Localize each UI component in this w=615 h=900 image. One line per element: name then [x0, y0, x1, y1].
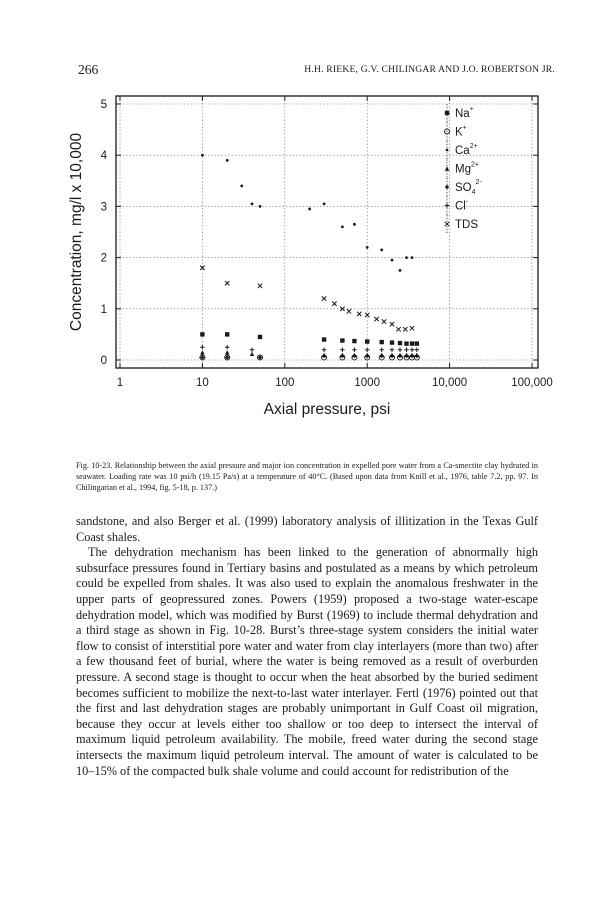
figure-caption: Fig. 10-23. Relationship between the axial pressure and major ion concentration in expelled pore water from a Ca-smectite clay hydrated in seawater. Loading rate was 10 psi/h (19.15 Pa/s) at a temperature of 40°C. (Based upon data from Knill et al., 1976, table 7.2, pp. 97. In Chilingarian et al., 1994, fig. 5-18, p. 137.) [76, 461, 538, 493]
legend-marker [445, 166, 449, 170]
series-so [200, 354, 419, 360]
legend-label: $Mg^{2+}$ [455, 161, 479, 176]
data-point [340, 354, 344, 358]
data-point [365, 348, 369, 352]
x-axis-label: Axial pressure, psi [263, 401, 391, 418]
y-tick-label: 3 [100, 201, 107, 214]
y-tick-label: 5 [100, 99, 107, 111]
data-point [200, 332, 204, 336]
data-point [332, 301, 336, 305]
data-point [410, 354, 414, 358]
legend-label: Na+ [455, 106, 474, 120]
data-point [403, 327, 407, 331]
data-point [366, 246, 369, 249]
data-point [398, 341, 402, 345]
data-point [396, 327, 400, 331]
legend-label: TDS [455, 219, 478, 231]
data-point [398, 354, 402, 358]
data-point [251, 202, 254, 205]
data-point [411, 256, 414, 259]
data-point [410, 348, 414, 352]
data-point [322, 354, 326, 358]
page-number: 266 [78, 62, 99, 77]
data-point [225, 332, 229, 336]
series-na [200, 332, 419, 346]
legend-marker [445, 185, 449, 189]
data-point [322, 348, 326, 352]
data-point [390, 322, 394, 326]
data-point [404, 341, 408, 345]
data-point [322, 296, 326, 300]
x-tick-label: 1000 [354, 377, 380, 389]
y-tick-label: 4 [100, 150, 107, 163]
data-point [225, 281, 229, 285]
data-point [410, 341, 414, 345]
data-point [201, 154, 204, 157]
data-point [390, 348, 394, 352]
legend-label: Cl- [455, 198, 469, 213]
x-tick-label: 10 [196, 377, 209, 389]
data-point [352, 354, 356, 358]
y-tick-label: 1 [100, 303, 107, 316]
data-point [410, 326, 414, 330]
data-point [250, 348, 254, 352]
data-point [405, 256, 408, 259]
data-point [365, 313, 369, 317]
data-point [352, 348, 356, 352]
paragraph-continued: sandstone, and also Berger et al. (1999) laboratory analysis of illitization in the Texas Gulf Coast shales. [76, 514, 538, 544]
data-point [380, 354, 384, 358]
series-mg [200, 350, 419, 357]
data-point [323, 202, 326, 205]
data-point [353, 223, 356, 226]
legend-marker [445, 222, 449, 226]
data-marks [200, 154, 419, 360]
chart-grid [116, 96, 538, 368]
legend-label: $Ca^{2+}$ [455, 143, 478, 157]
data-point [415, 354, 419, 358]
legend-label: $SO_4^{2-}$ [455, 179, 482, 196]
data-point [258, 284, 262, 288]
data-point [259, 205, 262, 208]
data-point [365, 339, 369, 343]
data-point [240, 185, 243, 188]
data-point [404, 354, 408, 358]
data-point [374, 317, 378, 321]
x-tick-label: 10,000 [432, 377, 468, 389]
data-point [365, 354, 369, 358]
series-cl [200, 345, 419, 352]
series-k [200, 355, 419, 360]
data-point [340, 338, 344, 342]
series-ca [201, 154, 418, 358]
data-point [415, 348, 419, 352]
data-point [347, 309, 351, 313]
data-point [340, 348, 344, 352]
y-tick-label: 0 [100, 355, 107, 367]
data-point [399, 269, 402, 272]
axis-ticks [101, 96, 553, 389]
data-point [200, 345, 204, 349]
plot-frame [116, 96, 538, 368]
legend-marker [445, 111, 449, 115]
data-point [225, 345, 229, 349]
data-point [415, 341, 419, 345]
data-point [390, 340, 394, 344]
data-point [404, 348, 408, 352]
data-point [200, 350, 204, 354]
series-tds [200, 266, 414, 332]
data-point [382, 319, 386, 323]
body-text [76, 514, 538, 779]
data-point [225, 350, 229, 354]
x-tick-label: 100,000 [511, 377, 553, 389]
data-point [380, 340, 384, 344]
y-tick-label: 2 [100, 252, 107, 265]
data-point [322, 337, 326, 341]
y-axis-label: Concentration, mg/l x 10,000 [68, 132, 85, 332]
x-tick-label: 100 [275, 377, 295, 389]
data-point [390, 354, 394, 358]
data-point [352, 339, 356, 343]
paragraph-dehydration: The dehydration mechanism has been linked to the generation of abnormally high subsurface pressures found in Tertiary basins and postulated as a means by which petroleum could be expelled from shales. It was also used to explain the anomalous freshwater in the upper parts of geopressured zones. Powers (1959) proposed a two-stage water-escape dehydration model, which was modified by Burst (1969) to include thermal dehydration and a third stage as shown in Fig. 10-28. Burst’s three-stage system considers the initial water flow to consist of interstitial pore water and water from clay interlayers (more than two) after a few thousand feet of burial, where the water is being removed as a result of overburden pressure. A second stage is thought to occur when the heat absorbed by the buried sediment becomes sufficient to mobilize the next-to-last water interlayer. Fertl (1976) pointed out that the first and last dehydration stages are probably unimportant in Gulf Coast oil migration, because they occur at levels either too shallow or too deep to intersect the interval of maximum liquid petroleum availability. The mobile, freed water during the second stage intersects the maximum liquid petroleum interval. The amount of water is calculated to be 10–15% of the compacted bulk shale volume and could account for redistribution of the [76, 545, 538, 778]
data-point [226, 159, 229, 162]
x-tick-label: 1 [116, 377, 124, 389]
data-point [341, 225, 344, 228]
data-point [398, 348, 402, 352]
data-point [258, 335, 262, 339]
chart-legend [445, 104, 483, 233]
data-point [308, 208, 311, 211]
data-point [380, 249, 383, 252]
legend-marker [445, 203, 449, 207]
data-point [357, 312, 361, 316]
legend-marker [446, 149, 449, 152]
running-head: H.H. RIEKE, G.V. CHILINGAR AND J.O. ROBERTSON JR. [304, 64, 555, 75]
data-point [250, 352, 254, 356]
legend-label: K+ [455, 124, 467, 139]
data-point [380, 348, 384, 352]
data-point [391, 259, 394, 262]
